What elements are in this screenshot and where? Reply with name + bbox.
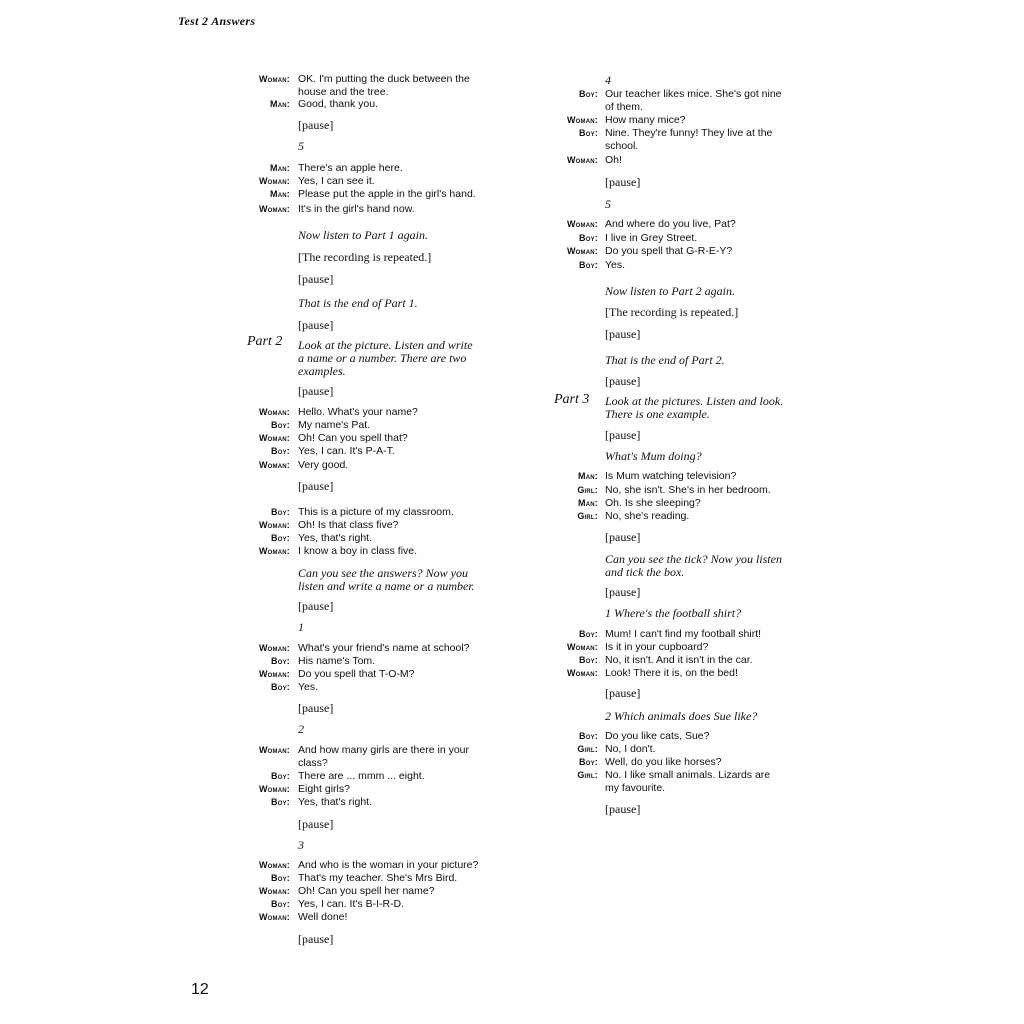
dialogue-line: Mum! I can't find my football shirt! xyxy=(605,628,762,640)
speaker-label: Man: xyxy=(270,163,290,173)
speaker-label: Woman: xyxy=(258,204,290,214)
dialogue-line: Yes, I can. It's P-A-T. xyxy=(298,445,395,457)
instruction-text: Now listen to Part 1 again. xyxy=(298,228,429,242)
speaker-label: Boy: xyxy=(271,899,290,909)
dialogue-line: That's my teacher. She's Mrs Bird. xyxy=(298,872,458,884)
dialogue-line: No. I like small animals. Lizards are xyxy=(605,769,771,781)
speaker-label: Woman: xyxy=(258,460,290,470)
dialogue-line: I know a boy in class five. xyxy=(298,545,418,557)
speaker-label: Woman: xyxy=(258,912,290,922)
page-header: Test 2 Answers xyxy=(178,14,256,28)
dialogue-continuation: house and the tree. xyxy=(298,86,389,98)
instruction-text: Now listen to Part 2 again. xyxy=(605,284,736,298)
instruction-text: What's Mum doing? xyxy=(605,449,702,463)
speaker-label: Woman: xyxy=(258,669,290,679)
stage-direction: [pause] xyxy=(298,272,334,286)
stage-direction: [pause] xyxy=(605,686,641,700)
dialogue-line: No, she isn't. She's in her bedroom. xyxy=(605,484,771,496)
stage-direction: [pause] xyxy=(605,802,641,816)
instruction-text: That is the end of Part 2. xyxy=(605,353,725,367)
speaker-label: Woman: xyxy=(258,176,290,186)
stage-direction: [pause] xyxy=(298,599,334,613)
dialogue-continuation: class? xyxy=(298,757,328,769)
instruction-text: 2 Which animals does Sue like? xyxy=(605,709,758,723)
dialogue-line: Oh! Can you spell that? xyxy=(298,432,408,444)
instruction-text: Can you see the tick? Now you listen xyxy=(605,552,782,566)
stage-direction: [The recording is repeated.] xyxy=(298,250,432,264)
instruction-text: Look at the pictures. Listen and look. xyxy=(605,394,784,408)
stage-direction: [pause] xyxy=(298,701,334,715)
dialogue-line: Yes, that's right. xyxy=(298,532,372,544)
speaker-label: Woman: xyxy=(258,546,290,556)
instruction-text: 1 Where's the football shirt? xyxy=(605,606,742,620)
speaker-label: Boy: xyxy=(271,446,290,456)
speaker-label: Woman: xyxy=(566,668,598,678)
stage-direction: [pause] xyxy=(298,384,334,398)
speaker-label: Girl: xyxy=(577,485,598,495)
dialogue-line: Well, do you like horses? xyxy=(605,756,722,768)
dialogue-line: Hello. What's your name? xyxy=(298,406,418,418)
stage-direction: [pause] xyxy=(298,118,334,132)
instruction-text: 5 xyxy=(605,197,611,211)
speaker-label: Woman: xyxy=(258,520,290,530)
stage-direction: [pause] xyxy=(605,585,641,599)
stage-direction: [pause] xyxy=(605,374,641,388)
dialogue-line: Oh! xyxy=(605,154,622,166)
dialogue-line: No, I don't. xyxy=(605,743,656,755)
speaker-label: Boy: xyxy=(271,682,290,692)
speaker-label: Boy: xyxy=(579,128,598,138)
dialogue-line: Good, thank you. xyxy=(298,98,378,110)
speaker-label: Woman: xyxy=(258,860,290,870)
speaker-label: Woman: xyxy=(566,246,598,256)
speaker-label: Boy: xyxy=(579,757,598,767)
stage-direction: [pause] xyxy=(298,318,334,332)
speaker-label: Woman: xyxy=(258,433,290,443)
dialogue-continuation: my favourite. xyxy=(605,782,666,794)
dialogue-line: Nine. They're funny! They live at the xyxy=(605,127,773,139)
speaker-label: Girl: xyxy=(577,744,598,754)
instruction-text: That is the end of Part 1. xyxy=(298,296,418,310)
part-heading: Part 2 xyxy=(247,334,283,349)
stage-direction: [pause] xyxy=(298,932,334,946)
instruction-text: listen and write a name or a number. xyxy=(298,579,475,593)
dialogue-line: Oh. Is she sleeping? xyxy=(605,497,701,509)
speaker-label: Boy: xyxy=(579,731,598,741)
speaker-label: Woman: xyxy=(258,886,290,896)
instruction-text: There is one example. xyxy=(605,407,710,421)
dialogue-line: Oh! Is that class five? xyxy=(298,519,399,531)
dialogue-line: His name's Tom. xyxy=(298,655,376,667)
dialogue-line: Is it in your cupboard? xyxy=(605,641,709,653)
dialogue-line: Oh! Can you spell her name? xyxy=(298,885,435,897)
instruction-text: 4 xyxy=(605,73,611,87)
dialogue-line: And how many girls are there in your xyxy=(298,744,469,756)
dialogue-continuation: of them. xyxy=(605,101,643,113)
stage-direction: [pause] xyxy=(605,530,641,544)
dialogue-line: Do you spell that T-O-M? xyxy=(298,668,415,680)
speaker-label: Boy: xyxy=(271,797,290,807)
speaker-label: Boy: xyxy=(579,89,598,99)
dialogue-line: Our teacher likes mice. She's got nine xyxy=(605,88,782,100)
speaker-label: Boy: xyxy=(271,420,290,430)
instruction-text: a name or a number. There are two xyxy=(298,351,467,365)
stage-direction: [pause] xyxy=(605,327,641,341)
dialogue-line: Yes, I can. It's B-I-R-D. xyxy=(298,898,405,910)
dialogue-line: Look! There it is, on the bed! xyxy=(605,667,738,679)
stage-direction: [pause] xyxy=(605,428,641,442)
speaker-label: Girl: xyxy=(577,511,598,521)
instruction-text: 3 xyxy=(298,838,304,852)
stage-direction: [pause] xyxy=(605,175,641,189)
dialogue-line: I live in Grey Street. xyxy=(605,232,698,244)
dialogue-line: Eight girls? xyxy=(298,783,350,795)
dialogue-line: No, it isn't. And it isn't in the car. xyxy=(605,654,753,666)
instruction-text: 1 xyxy=(298,620,304,634)
dialogue-line: Yes. xyxy=(298,681,319,693)
dialogue-line: There's an apple here. xyxy=(298,162,403,174)
speaker-label: Woman: xyxy=(566,219,598,229)
speaker-label: Man: xyxy=(578,471,598,481)
stage-direction: [pause] xyxy=(298,479,334,493)
speaker-label: Woman: xyxy=(258,74,290,84)
part-heading: Part 3 xyxy=(554,392,590,407)
dialogue-line: Do you like cats, Sue? xyxy=(605,730,710,742)
dialogue-line: Is Mum watching television? xyxy=(605,470,737,482)
speaker-label: Boy: xyxy=(271,873,290,883)
dialogue-line: Well done! xyxy=(298,911,348,923)
instruction-text: Look at the picture. Listen and write xyxy=(298,338,473,352)
speaker-label: Boy: xyxy=(271,507,290,517)
speaker-label: Man: xyxy=(578,498,598,508)
instruction-text: 2 xyxy=(298,722,304,736)
dialogue-line: Very good. xyxy=(298,459,349,471)
instruction-text: 5 xyxy=(298,139,304,153)
dialogue-line: Do you spell that G-R-E-Y? xyxy=(605,245,733,257)
dialogue-line: Yes. xyxy=(605,259,626,271)
dialogue-line: My name's Pat. xyxy=(298,419,371,431)
dialogue-line: OK. I'm putting the duck between the xyxy=(298,73,470,85)
speaker-label: Woman: xyxy=(258,407,290,417)
page-number: 12 xyxy=(191,981,209,998)
dialogue-line: It's in the girl's hand now. xyxy=(298,203,415,215)
speaker-label: Boy: xyxy=(579,260,598,270)
dialogue-line: Yes, that's right. xyxy=(298,796,372,808)
speaker-label: Boy: xyxy=(271,771,290,781)
instruction-text: Can you see the answers? Now you xyxy=(298,566,468,580)
dialogue-line: And who is the woman in your picture? xyxy=(298,859,479,871)
dialogue-line: Please put the apple in the girl's hand. xyxy=(298,188,476,200)
dialogue-line: What's your friend's name at school? xyxy=(298,642,470,654)
speaker-label: Man: xyxy=(270,99,290,109)
speaker-label: Woman: xyxy=(566,642,598,652)
dialogue-line: There are ... mmm ... eight. xyxy=(298,770,425,782)
speaker-label: Woman: xyxy=(258,745,290,755)
dialogue-continuation: school. xyxy=(605,140,639,152)
dialogue-line: And where do you live, Pat? xyxy=(605,218,736,230)
instruction-text: examples. xyxy=(298,364,346,378)
instruction-text: and tick the box. xyxy=(605,565,685,579)
stage-direction: [The recording is repeated.] xyxy=(605,305,739,319)
stage-direction: [pause] xyxy=(298,817,334,831)
speaker-label: Man: xyxy=(270,189,290,199)
speaker-label: Woman: xyxy=(258,643,290,653)
dialogue-line: How many mice? xyxy=(605,114,686,126)
speaker-label: Woman: xyxy=(566,155,598,165)
speaker-label: Boy: xyxy=(271,656,290,666)
speaker-label: Boy: xyxy=(579,629,598,639)
speaker-label: Woman: xyxy=(566,115,598,125)
speaker-label: Woman: xyxy=(258,784,290,794)
dialogue-line: No, she's reading. xyxy=(605,510,690,522)
speaker-label: Boy: xyxy=(579,233,598,243)
dialogue-line: This is a picture of my classroom. xyxy=(298,506,454,518)
speaker-label: Boy: xyxy=(271,533,290,543)
speaker-label: Boy: xyxy=(579,655,598,665)
dialogue-line: Yes, I can see it. xyxy=(298,175,375,187)
speaker-label: Girl: xyxy=(577,770,598,780)
